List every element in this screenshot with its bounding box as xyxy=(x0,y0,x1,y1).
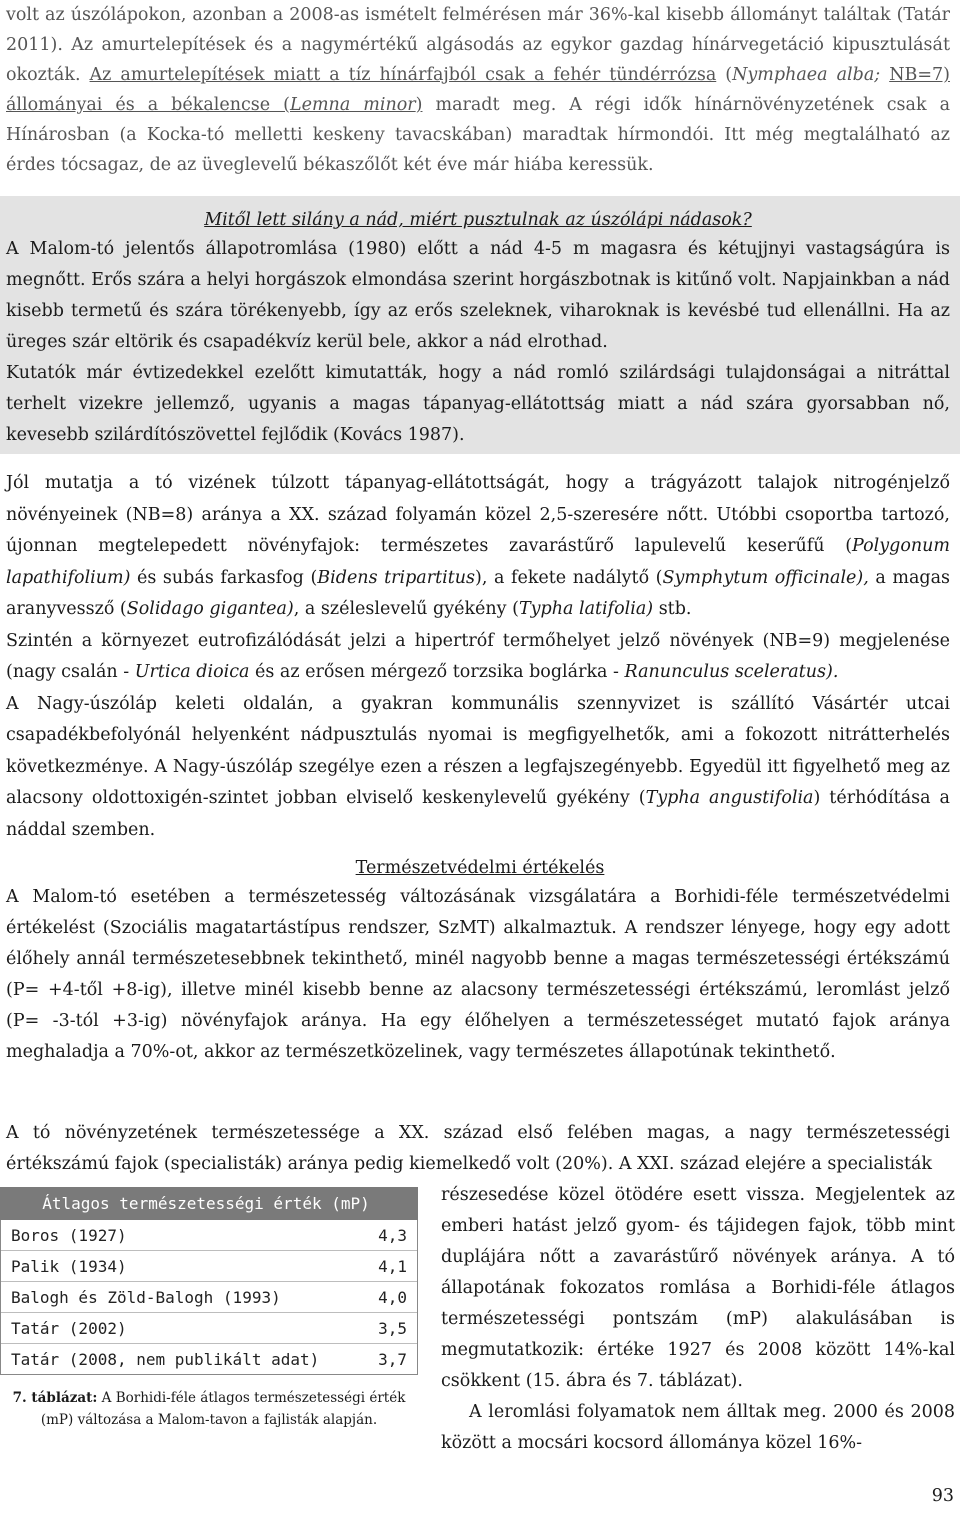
table-row: Palik (1934) 4,1 xyxy=(1,1251,417,1282)
section-paragraph-3: részesedése közel ötödére esett vissza. Megjelentek az emberi hatást jelző gyom- és tájidegen fajok, több mint duplájára nőtt a zavarástűrő növények aránya. A tó állapotának fokozatos romlása a Borhidi-féle átlagos természetességi pontszám (mP) alakulásában is megmutatkozik: értéke 1927 és 2008 között 14%-kal csökkent (15. ábra és 7. táblázat). xyxy=(441,1185,955,1391)
section-title: Természetvédelmi értékelés xyxy=(355,858,605,878)
intro-underlined-2: NB=7) állományai és a békalencse (Lemna minor) xyxy=(6,65,950,115)
intro-underlined-1: Az amurtelepítések miatt a tíz hínárfajból csak a fehér tündérrózsa xyxy=(89,65,717,85)
page-number: 93 xyxy=(931,1486,954,1506)
intro-text-a: volt az úszólápokon, azonban a 2008-as ismételt felmérésen már 36%-kal kisebb állományt találtak (Tatár 2011). Az amurtelepítések és a nagymértékű algásodás az egykor gazdag hínárvegetáció kipusztulását okozták. xyxy=(6,5,950,85)
body-paragraph-1: Jól mutatja a tó vizének túlzott tápanyag-ellátottságát, hogy a trágyázott talajok nitrogénjelző növényeinek (NB=8) aránya a XX. század folyamán közel 2,5-szeresére nőtt. Utóbbi csoportba tartozó, újonnan megtelepedett növényfajok: természetes zavarástűrő lapulevelű keserűfű (Polygonum lapathifolium) és subás farkasfog (Bidens tripartitus), a fekete nadálytő (Symphytum officinale), a magas aranyvessző (Solidago gigantea), a széleslevelű gyékény (Typha latifolia) stb. xyxy=(6,473,951,619)
table-row: Balogh és Zöld-Balogh (1993) 4,0 xyxy=(1,1282,417,1313)
species-nymphaea-alba: Nymphaea alba; xyxy=(732,65,881,85)
table-caption: 7. táblázat: A Borhidi-féle átlagos természetességi érték (mP) változása a Malom-tavon a fajlisták alapján. xyxy=(12,1390,406,1428)
highlight-box xyxy=(0,196,960,454)
box-title: Mitől lett silány a nád, miért pusztulnak az úszólápi nádasok? xyxy=(204,210,752,230)
section-paragraph-1: A Malom-tó esetében a természetesség változásának vizsgálatára a Borhidi-féle természetvédelmi értékelést (Szociális magatartástípus rendszer, SzMT) alkalmaztuk. A rendszer lényege, hogy egy adott élőhely annál természetesebbnek tekinthető, minél nagyobb benne a magas természetességi értékszámú (P= +4-től +8-ig), illetve minél kisebb benne az alacsony természetességi értékszámú, leromlást jelző (P= -3-tól +3-ig) növényfajok aránya. Ha egy élőhelyen a természetességet mutató fajok aránya meghaladja a 70%-ot, akkor az természetközelinek, vagy természetes állapotúnak tekinthető. xyxy=(6,887,950,1062)
body-paragraph-2: Szintén a környezet eutrofizálódását jelzi a hipertróf termőhelyet jelző növények (NB=9) megjelenése (nagy csalán - Urtica dioica és az erősen mérgező torzsika boglárka - Ranunculus sceleratus). xyxy=(6,630,950,682)
intro-text-c: A régi idők hínárnövényzetének csak a Hínárosban (a Kocka-tó melletti keskeny tavacskában) maradtak hírmondói. Itt még megtalálható az érdes tócsagaz, de az üveglevelű békaszőlőt két éve már hiába keressük. xyxy=(6,95,951,175)
table-row: Tatár (2002) 3,5 xyxy=(1,1313,417,1344)
body-section-1 xyxy=(6,468,950,846)
box-paragraph-2: Kutatók már évtizedekkel ezelőtt kimutatták, hogy a nád romló szilárdsági tulajdonságai a nitráttal terhelt vizekre jellemző, ugyanis a magas tápanyag-ellátottság miatt a nád szára gyorsabban nő, kevesebb szilárdítószövettel fejlődik (Kovács 1987). xyxy=(6,363,950,445)
intro-paragraph: volt az úszólápokon, azonban a 2008-as ismételt felmérésen már 36%-kal kisebb állományt találtak (Tatár 2011). Az amurtelepítések és a nagymértékű algásodás az egykor gazdag hínárvegetáció kipusztulását okozták. Az amurtelepítések miatt a tíz hínárfajból csak a fehér tündérrózsa (Nymphaea alba; NB=7) állományai és a békalencse (Lemna minor) maradt meg. A régi idők hínárnövényzetének csak a Hínárosban (a Kocka-tó melletti keskeny tavacskában) maradtak hírmondói. Itt még megtalálható az érdes tócsagaz, de az üveglevelű békaszőlőt két éve már hiába keressük. xyxy=(6,5,951,175)
data-table xyxy=(0,1187,418,1431)
body-paragraph-3: A Nagy-úszóláp keleti oldalán, a gyakran kommunális szennyvizet is szállító Vásártér utcai csapadékbefolyónál helyenként nádpusztulás nyomai is megfigyelhetők, ami a fokozott nitrátterhelés következménye. A Nagy-úszóláp szegélye ezen a részen a legfajszegényebb. Egyedül itt figyelhető meg az alacsony oldottoxigén-szintet jobban elviselő keskenylevelű gyékény (Typha angustifolia) térhódítása a náddal szemben. xyxy=(6,693,950,840)
box-paragraph-1: A Malom-tó jelentős állapotromlása (1980) előtt a nád 4-5 m magasra és kétujjnyi vastagságúra is megnőtt. Erős szára a helyi horgászok elmondása szerint horgászbotnak is kitűnő volt. Napjainkban a nád kisebb termetű és szára törékenyebb, így az erős szeleknek, viharoknak is kevésbé tud ellenállni. Ha az üreges szár eltörik és csapadékvíz kerül bele, akkor a nád elrothad. xyxy=(6,239,950,352)
table-title: Átlagos természetességi érték (mP) xyxy=(0,1187,418,1220)
section-paragraph-4: A leromlási folyamatok nem álltak meg. 2000 és 2008 között a mocsári kocsord állománya közel 16%- xyxy=(441,1402,955,1453)
species-lemna-minor: Lemna minor xyxy=(289,95,416,115)
section-paragraph-2: A tó növényzetének természetessége a XX. század első felében magas, a nagy természetességi értékszámú fajok (specialisták) aránya pedig kiemelkedő volt (20%). A XXI. század elejére a specialisták xyxy=(6,1123,950,1174)
table-row: Boros (1927) 4,3 xyxy=(1,1220,417,1251)
section-text xyxy=(6,882,950,1068)
table-row: Tatár (2008, nem publikált adat) 3,7 xyxy=(11,1349,407,1369)
table-body xyxy=(0,1220,418,1375)
right-column xyxy=(441,1180,955,1459)
